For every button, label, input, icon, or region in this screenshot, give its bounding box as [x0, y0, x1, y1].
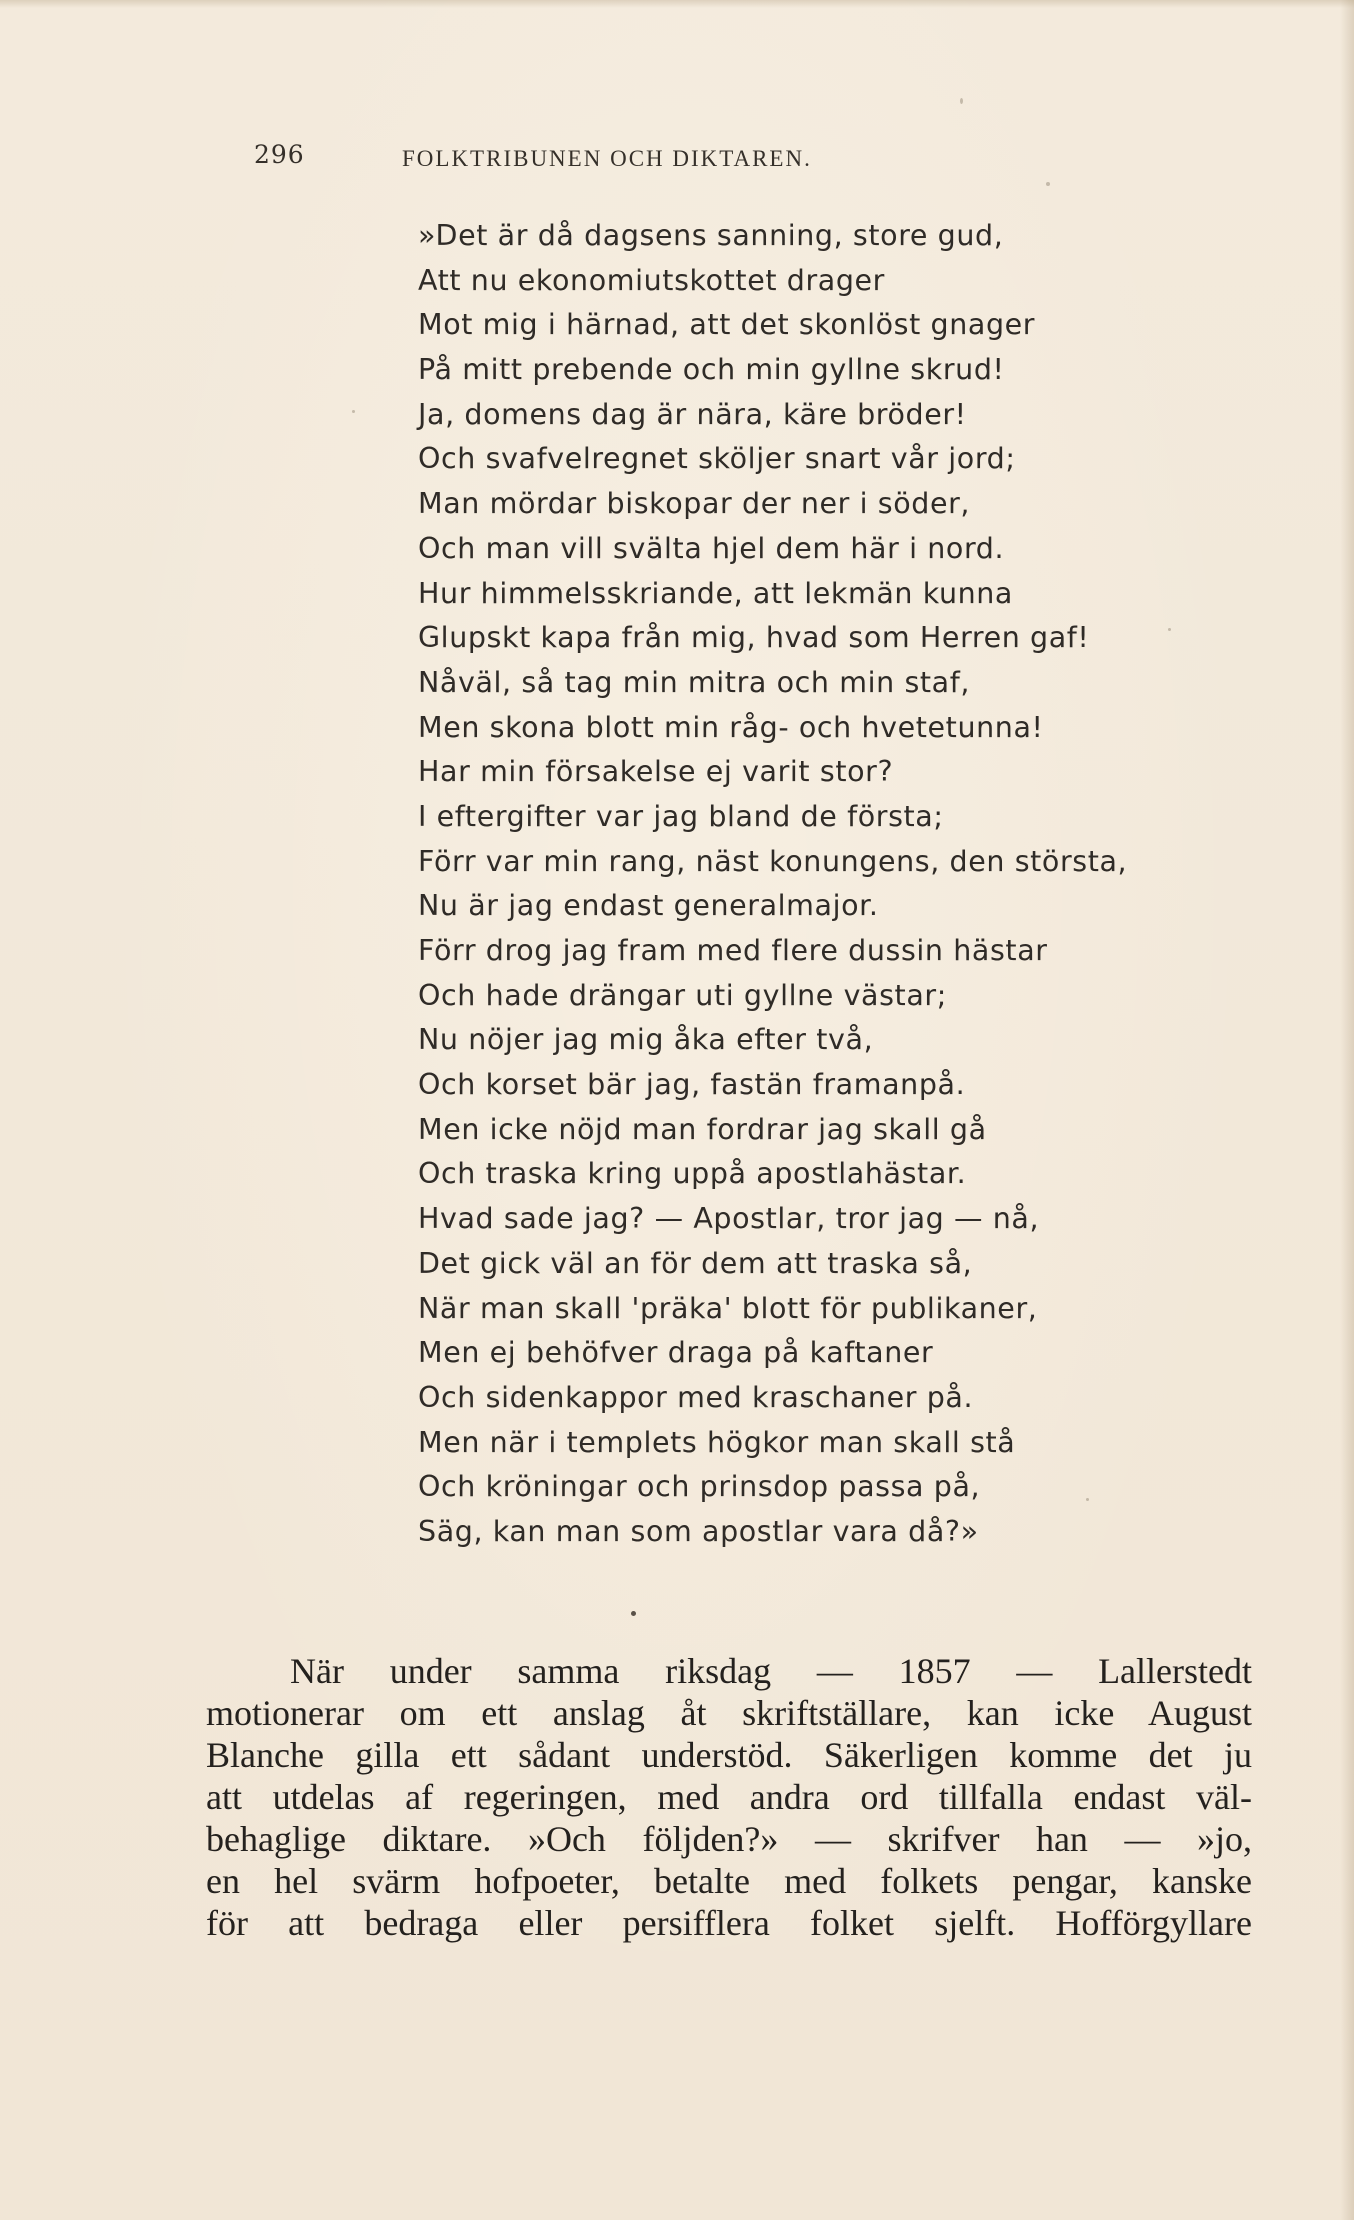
poem-line: Och hade drängar uti gyllne västar; [418, 978, 947, 1012]
poem-line: Men skona blott min råg- och hvetetunna! [418, 710, 1044, 744]
prose-line: behaglige diktare. »Och följden?» — skrifver han — »jo, [206, 1819, 1252, 1859]
page-top-edge [0, 0, 1354, 8]
poem-line: Men icke nöjd man fordrar jag skall gå [418, 1112, 987, 1146]
prose-paragraph [206, 1650, 1252, 1944]
running-head: FOLKTRIBUNEN OCH DIKTAREN. [402, 146, 812, 171]
prose-line: När under samma riksdag — 1857 — Lallerstedt [290, 1651, 1252, 1691]
poem-block [418, 214, 1138, 1555]
poem-line: Man mördar biskopar der ner i söder, [418, 487, 971, 521]
poem-line: »Det är då dagsens sanning, store gud, [418, 219, 1004, 252]
poem-line: Men ej behöfver draga på kaftaner [418, 1336, 934, 1370]
poem-line: Hur himmelsskriande, att lekmän kunna [418, 576, 1013, 610]
poem-line: Och korset bär jag, fastän framanpå. [418, 1068, 966, 1102]
poem-line: Och sidenkappor med kraschaner på. [418, 1380, 974, 1414]
poem-line: Förr var min rang, näst konungens, den största, [418, 844, 1128, 878]
separator-dot [631, 1611, 636, 1616]
poem-line: Har min försakelse ej varit stor? [418, 755, 894, 789]
paper-speck [1046, 182, 1050, 186]
poem-line: Glupskt kapa från mig, hvad som Herren gaf! [418, 621, 1090, 655]
prose-line: motionerar om ett anslag åt skriftställare, kan icke August [206, 1693, 1252, 1733]
poem-line: Säg, kan man som apostlar vara då?» [418, 1514, 979, 1548]
page-number: 296 [254, 140, 305, 169]
poem-line: Mot mig i härnad, att det skonlöst gnager [418, 308, 1036, 342]
poem-line: Att nu ekonomiutskottet drager [418, 263, 885, 297]
poem-line: När man skall 'präka' blott för publikaner, [418, 1291, 1038, 1325]
prose-line: Blanche gilla ett sådant understöd. Säkerligen komme det ju [206, 1735, 1252, 1775]
poem-line: Nu nöjer jag mig åka efter två, [418, 1023, 874, 1057]
poem-line: Och traska kring uppå apostlahästar. [418, 1157, 967, 1191]
paper-speck [352, 410, 355, 413]
prose-line: att utdelas af regeringen, med andra ord tillfalla endast väl- [206, 1777, 1252, 1817]
poem-line: Ja, domens dag är nära, käre bröder! [418, 397, 967, 431]
poem-line: Det gick väl an för dem att traska så, [418, 1246, 973, 1280]
poem-line: Men när i templets högkor man skall stå [418, 1425, 1016, 1459]
poem-line: Nåväl, så tag min mitra och min staf, [418, 665, 971, 699]
page-right-edge [1340, 0, 1354, 2220]
poem-line: Nu är jag endast generalmajor. [418, 889, 879, 923]
prose-line: en hel svärm hofpoeter, betalte med folkets pengar, kanske [206, 1861, 1252, 1901]
poem-line: Förr drog jag fram med flere dussin hästar [418, 934, 1048, 967]
poem-line: I eftergifter var jag bland de första; [418, 799, 944, 833]
paper-speck [960, 98, 963, 104]
paper-speck [1168, 628, 1171, 631]
poem-line: Hvad sade jag? — Apostlar, tror jag — nå, [418, 1202, 1040, 1236]
poem-line: Och kröningar och prinsdop passa på, [418, 1470, 981, 1504]
paper-speck [1086, 1498, 1089, 1501]
poem-line: På mitt prebende och min gyllne skrud! [418, 353, 1005, 387]
poem-line: Och man vill svälta hjel dem här i nord. [418, 531, 1005, 565]
prose-line: för att bedraga eller persifflera folket sjelft. Hofförgyllare [206, 1903, 1252, 1943]
page-header [254, 140, 1034, 180]
poem-line: Och svafvelregnet sköljer snart vår jord; [418, 442, 1016, 476]
